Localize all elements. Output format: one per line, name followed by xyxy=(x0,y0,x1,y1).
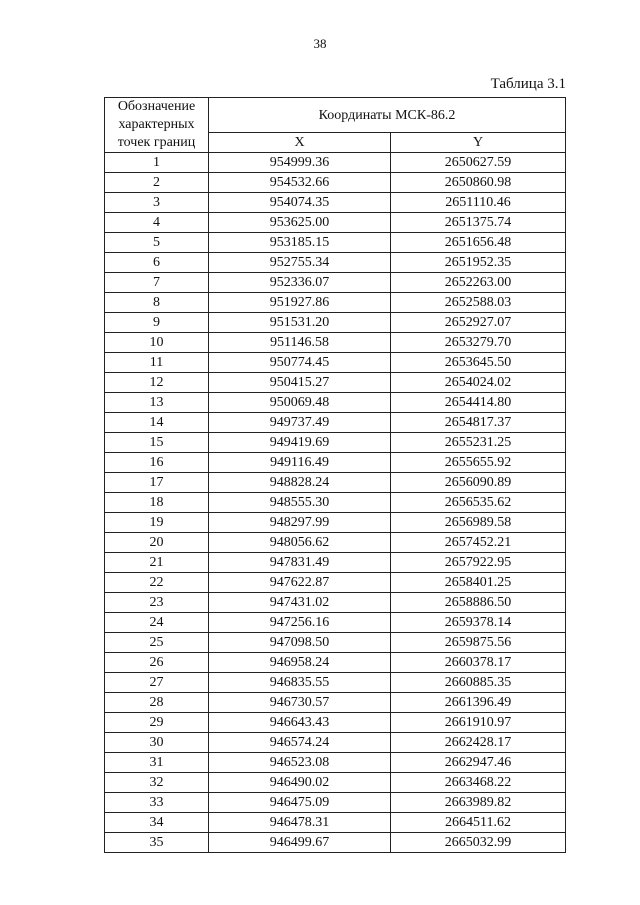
y-coordinate-cell: 2652588.03 xyxy=(391,293,566,313)
point-number-cell: 29 xyxy=(105,713,209,733)
table-row xyxy=(105,733,566,753)
table-row xyxy=(105,593,566,613)
point-number-cell: 12 xyxy=(105,373,209,393)
table-row xyxy=(105,533,566,553)
x-coordinate-cell: 947622.87 xyxy=(209,573,391,593)
y-coordinate-cell: 2651110.46 xyxy=(391,193,566,213)
point-number-cell: 17 xyxy=(105,473,209,493)
table-row xyxy=(105,233,566,253)
header-point-designation: Обозначение характерных точек границ xyxy=(105,98,209,153)
y-coordinate-cell: 2650860.98 xyxy=(391,173,566,193)
point-number-cell: 25 xyxy=(105,633,209,653)
x-coordinate-cell: 953185.15 xyxy=(209,233,391,253)
point-number-cell: 32 xyxy=(105,773,209,793)
table-row xyxy=(105,153,566,173)
y-coordinate-cell: 2660885.35 xyxy=(391,673,566,693)
y-coordinate-cell: 2659378.14 xyxy=(391,613,566,633)
coordinates-table xyxy=(104,97,566,853)
y-coordinate-cell: 2657452.21 xyxy=(391,533,566,553)
point-number-cell: 22 xyxy=(105,573,209,593)
y-coordinate-cell: 2662428.17 xyxy=(391,733,566,753)
y-coordinate-cell: 2665032.99 xyxy=(391,833,566,853)
x-coordinate-cell: 950415.27 xyxy=(209,373,391,393)
x-coordinate-cell: 949419.69 xyxy=(209,433,391,453)
point-number-cell: 30 xyxy=(105,733,209,753)
point-number-cell: 8 xyxy=(105,293,209,313)
table-row xyxy=(105,353,566,373)
x-coordinate-cell: 946478.31 xyxy=(209,813,391,833)
table-row xyxy=(105,393,566,413)
y-coordinate-cell: 2652927.07 xyxy=(391,313,566,333)
y-coordinate-cell: 2654024.02 xyxy=(391,373,566,393)
x-coordinate-cell: 948555.30 xyxy=(209,493,391,513)
table-row xyxy=(105,793,566,813)
x-coordinate-cell: 948297.99 xyxy=(209,513,391,533)
y-coordinate-cell: 2658886.50 xyxy=(391,593,566,613)
point-number-cell: 16 xyxy=(105,453,209,473)
y-coordinate-cell: 2655231.25 xyxy=(391,433,566,453)
point-number-cell: 35 xyxy=(105,833,209,853)
point-number-cell: 7 xyxy=(105,273,209,293)
point-number-cell: 24 xyxy=(105,613,209,633)
y-coordinate-cell: 2661396.49 xyxy=(391,693,566,713)
x-coordinate-cell: 952755.34 xyxy=(209,253,391,273)
table-row xyxy=(105,693,566,713)
point-number-cell: 13 xyxy=(105,393,209,413)
x-coordinate-cell: 951146.58 xyxy=(209,333,391,353)
table-row xyxy=(105,613,566,633)
x-coordinate-cell: 950069.48 xyxy=(209,393,391,413)
table-row xyxy=(105,373,566,393)
y-coordinate-cell: 2656535.62 xyxy=(391,493,566,513)
table-row xyxy=(105,573,566,593)
y-coordinate-cell: 2662947.46 xyxy=(391,753,566,773)
x-coordinate-cell: 946523.08 xyxy=(209,753,391,773)
x-coordinate-cell: 954532.66 xyxy=(209,173,391,193)
x-coordinate-cell: 951531.20 xyxy=(209,313,391,333)
table-row xyxy=(105,753,566,773)
point-number-cell: 9 xyxy=(105,313,209,333)
table-row xyxy=(105,813,566,833)
table-row xyxy=(105,433,566,453)
x-coordinate-cell: 947256.16 xyxy=(209,613,391,633)
point-number-cell: 34 xyxy=(105,813,209,833)
point-number-cell: 1 xyxy=(105,153,209,173)
x-coordinate-cell: 951927.86 xyxy=(209,293,391,313)
table-row xyxy=(105,653,566,673)
table-row xyxy=(105,473,566,493)
table-caption: Таблица 3.1 xyxy=(490,76,566,92)
table-row xyxy=(105,253,566,273)
header-coordinates: Координаты МСК-86.2 xyxy=(209,98,566,133)
table-body xyxy=(105,153,566,853)
point-number-cell: 33 xyxy=(105,793,209,813)
x-coordinate-cell: 947098.50 xyxy=(209,633,391,653)
header-y: Y xyxy=(391,133,566,153)
y-coordinate-cell: 2660378.17 xyxy=(391,653,566,673)
x-coordinate-cell: 946574.24 xyxy=(209,733,391,753)
y-coordinate-cell: 2653645.50 xyxy=(391,353,566,373)
y-coordinate-cell: 2664511.62 xyxy=(391,813,566,833)
y-coordinate-cell: 2653279.70 xyxy=(391,333,566,353)
point-number-cell: 31 xyxy=(105,753,209,773)
point-number-cell: 19 xyxy=(105,513,209,533)
table-row xyxy=(105,173,566,193)
point-number-cell: 5 xyxy=(105,233,209,253)
y-coordinate-cell: 2663989.82 xyxy=(391,793,566,813)
point-number-cell: 11 xyxy=(105,353,209,373)
x-coordinate-cell: 952336.07 xyxy=(209,273,391,293)
point-number-cell: 15 xyxy=(105,433,209,453)
x-coordinate-cell: 946490.02 xyxy=(209,773,391,793)
table-row xyxy=(105,193,566,213)
y-coordinate-cell: 2658401.25 xyxy=(391,573,566,593)
point-number-cell: 4 xyxy=(105,213,209,233)
x-coordinate-cell: 947431.02 xyxy=(209,593,391,613)
table-row xyxy=(105,773,566,793)
y-coordinate-cell: 2651656.48 xyxy=(391,233,566,253)
x-coordinate-cell: 946475.09 xyxy=(209,793,391,813)
x-coordinate-cell: 953625.00 xyxy=(209,213,391,233)
x-coordinate-cell: 946835.55 xyxy=(209,673,391,693)
table-row xyxy=(105,333,566,353)
table-row xyxy=(105,413,566,433)
point-number-cell: 18 xyxy=(105,493,209,513)
x-coordinate-cell: 954999.36 xyxy=(209,153,391,173)
header-x: X xyxy=(209,133,391,153)
table-row xyxy=(105,493,566,513)
x-coordinate-cell: 947831.49 xyxy=(209,553,391,573)
table-row xyxy=(105,293,566,313)
table-row xyxy=(105,213,566,233)
x-coordinate-cell: 948056.62 xyxy=(209,533,391,553)
y-coordinate-cell: 2654817.37 xyxy=(391,413,566,433)
x-coordinate-cell: 949737.49 xyxy=(209,413,391,433)
y-coordinate-cell: 2656090.89 xyxy=(391,473,566,493)
x-coordinate-cell: 946643.43 xyxy=(209,713,391,733)
y-coordinate-cell: 2661910.97 xyxy=(391,713,566,733)
x-coordinate-cell: 946958.24 xyxy=(209,653,391,673)
point-number-cell: 26 xyxy=(105,653,209,673)
y-coordinate-cell: 2652263.00 xyxy=(391,273,566,293)
page-number: 38 xyxy=(313,36,327,51)
x-coordinate-cell: 949116.49 xyxy=(209,453,391,473)
x-coordinate-cell: 948828.24 xyxy=(209,473,391,493)
x-coordinate-cell: 950774.45 xyxy=(209,353,391,373)
y-coordinate-cell: 2655655.92 xyxy=(391,453,566,473)
table-row xyxy=(105,713,566,733)
y-coordinate-cell: 2651375.74 xyxy=(391,213,566,233)
y-coordinate-cell: 2651952.35 xyxy=(391,253,566,273)
table-row xyxy=(105,673,566,693)
y-coordinate-cell: 2659875.56 xyxy=(391,633,566,653)
table-row xyxy=(105,833,566,853)
point-number-cell: 10 xyxy=(105,333,209,353)
point-number-cell: 14 xyxy=(105,413,209,433)
table-row xyxy=(105,453,566,473)
point-number-cell: 21 xyxy=(105,553,209,573)
point-number-cell: 3 xyxy=(105,193,209,213)
y-coordinate-cell: 2650627.59 xyxy=(391,153,566,173)
y-coordinate-cell: 2663468.22 xyxy=(391,773,566,793)
point-number-cell: 23 xyxy=(105,593,209,613)
table-row xyxy=(105,513,566,533)
x-coordinate-cell: 946730.57 xyxy=(209,693,391,713)
x-coordinate-cell: 954074.35 xyxy=(209,193,391,213)
y-coordinate-cell: 2657922.95 xyxy=(391,553,566,573)
point-number-cell: 2 xyxy=(105,173,209,193)
point-number-cell: 27 xyxy=(105,673,209,693)
table-row xyxy=(105,313,566,333)
point-number-cell: 28 xyxy=(105,693,209,713)
x-coordinate-cell: 946499.67 xyxy=(209,833,391,853)
y-coordinate-cell: 2654414.80 xyxy=(391,393,566,413)
table-row xyxy=(105,633,566,653)
y-coordinate-cell: 2656989.58 xyxy=(391,513,566,533)
point-number-cell: 20 xyxy=(105,533,209,553)
point-number-cell: 6 xyxy=(105,253,209,273)
table-row xyxy=(105,273,566,293)
table-row xyxy=(105,553,566,573)
